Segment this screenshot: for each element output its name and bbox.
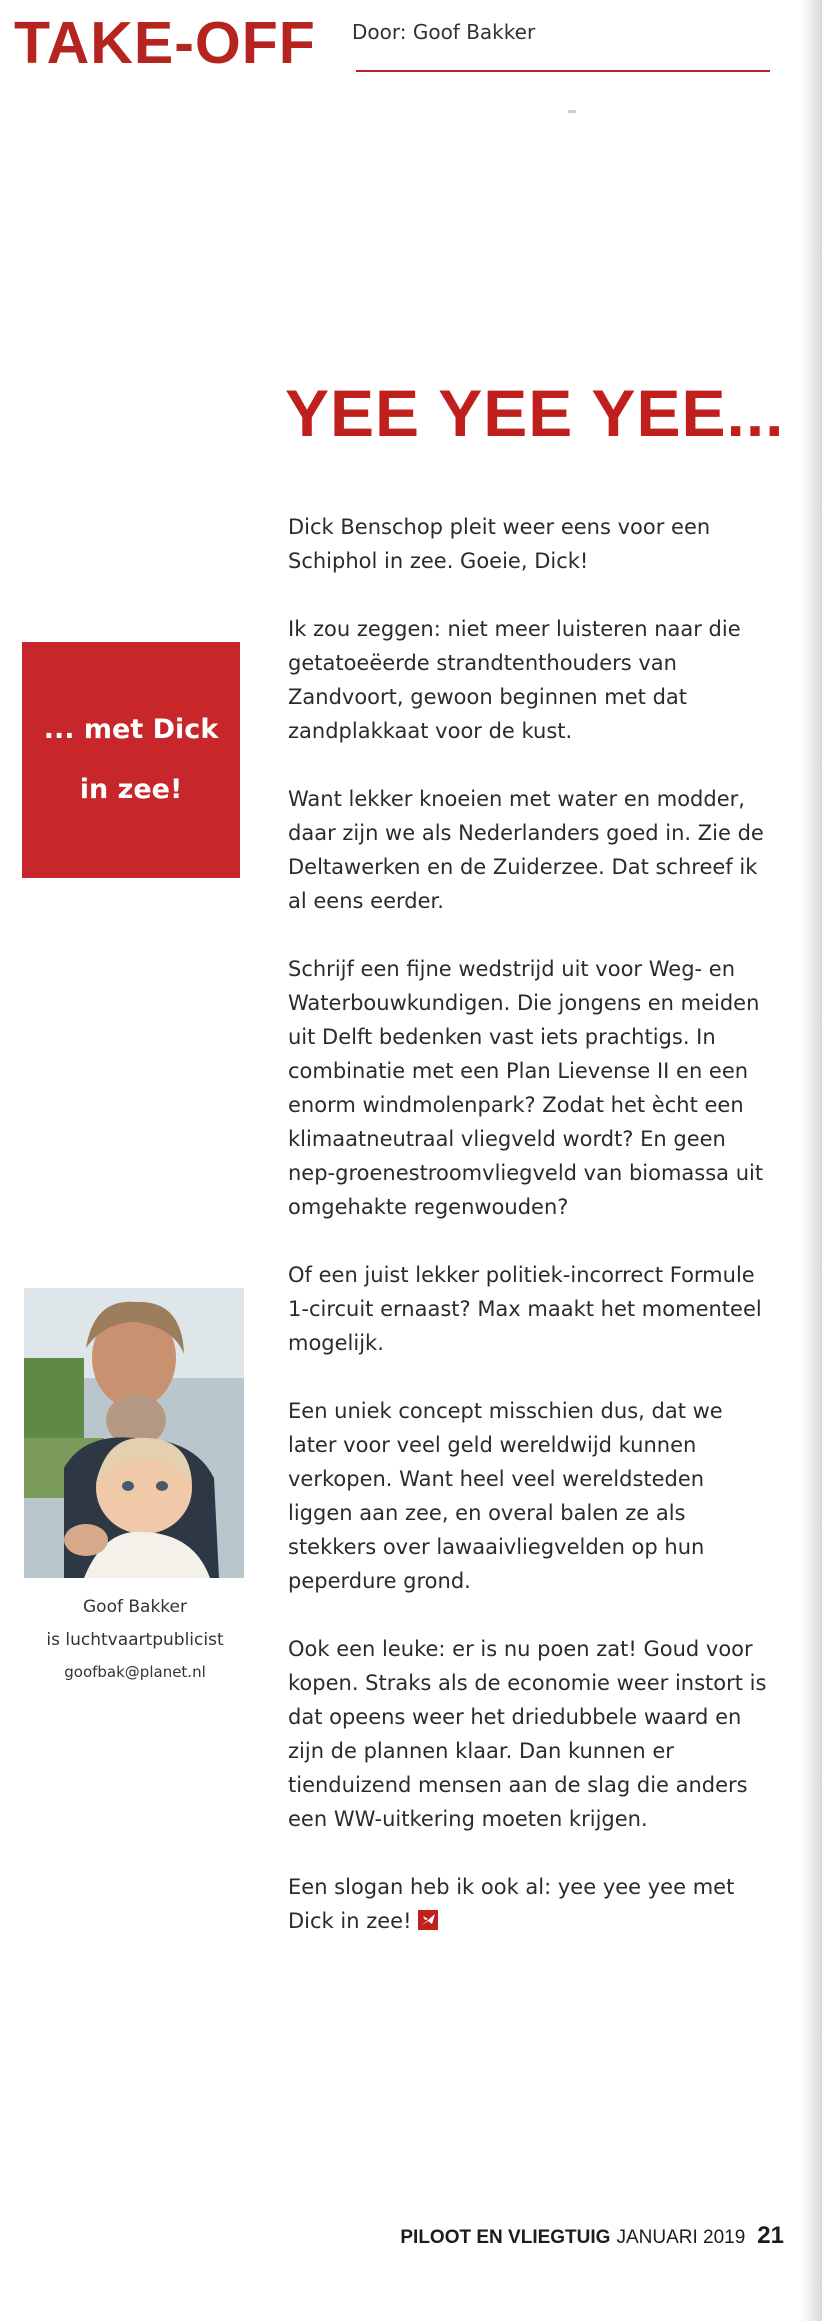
section-label: TAKE-OFF xyxy=(14,10,316,76)
page-edge-shadow xyxy=(800,0,822,2321)
author-caption xyxy=(0,1591,270,1687)
header-divider xyxy=(356,70,770,72)
print-speck xyxy=(568,110,576,113)
article-last-paragraph xyxy=(288,1870,770,1938)
author-photo xyxy=(24,1288,244,1578)
article-body xyxy=(288,510,770,1972)
article-paragraph: Of een juist lekker politiek-incorrect Formule 1-circuit ernaast? Max maakt het momenteel mogelijk. xyxy=(288,1263,762,1355)
article-paragraph: Ik zou zeggen: niet meer luisteren naar die getatoeëerde strandtenthouders van Zandvoort, gewoon beginnen met dat zandplakkaat voor de kust. xyxy=(288,617,741,743)
magazine-name: PILOOT EN VLIEGTUIG xyxy=(400,2227,611,2248)
page-number: 21 xyxy=(757,2222,784,2249)
author-email: goofbak@planet.nl xyxy=(64,1663,206,1681)
article-headline: YEE YEE YEE... xyxy=(285,376,785,450)
pullquote-text: ... met Dick in zee! xyxy=(43,714,219,805)
pullquote-box xyxy=(22,642,240,878)
page-footer xyxy=(400,2222,784,2250)
author-byline: Door: Goof Bakker xyxy=(352,20,536,44)
author-role: is luchtvaartpublicist xyxy=(46,1630,224,1650)
article-paragraph: Een uniek concept misschien dus, dat we later voor veel geld wereldwijd kunnen verkopen. Want heel veel wereldsteden liggen aan zee, en overal balen ze als stekkers over lawaaivliegvelden op hun peperdure grond. xyxy=(288,1399,723,1593)
author-name: Goof Bakker xyxy=(83,1597,187,1617)
red-airplane-end-icon xyxy=(418,1906,438,1926)
issue-date: JANUARI 2019 xyxy=(616,2227,746,2248)
article-paragraph: Schrijf een fijne wedstrijd uit voor Weg- en Waterbouwkundigen. Die jongens en meiden uit Delft bedenken vast iets prachtigs. In combinatie met een Plan Lievense II en een enorm windmolenpark? Zodat het ècht een klimaatneutraal vliegveld wordt? En geen nep-groenestroomvliegveld van biomassa uit omgehakte regenwouden? xyxy=(288,957,764,1219)
article-paragraph: Want lekker knoeien met water en modder, daar zijn we als Nederlanders goed in. Zie de Deltawerken en de Zuiderzee. Dat schreef ik al eens eerder. xyxy=(288,787,764,913)
article-paragraph: Dick Benschop pleit weer eens voor een Schiphol in zee. Goeie, Dick! xyxy=(288,515,711,573)
article-paragraph: Een slogan heb ik ook al: yee yee yee met Dick in zee! xyxy=(288,1875,735,1933)
article-paragraph: Ook een leuke: er is nu poen zat! Goud voor kopen. Straks als de economie weer instort is dat opeens weer het driedubbele waard en zijn de plannen klaar. Dan kunnen er tienduizend mensen aan de slag die anders een WW-uitkering moeten krijgen. xyxy=(288,1637,767,1831)
